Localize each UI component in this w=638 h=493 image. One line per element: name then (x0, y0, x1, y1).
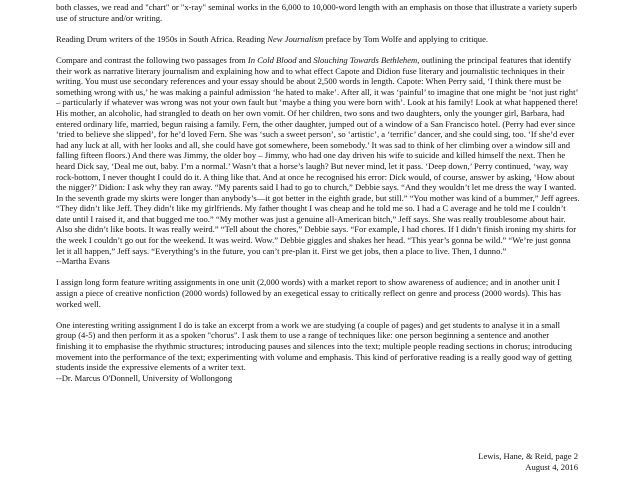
book-title-new-journalism: New Journalism (267, 33, 324, 44)
paragraph-chorus-assignment: One interesting writing assignment I do is take an excerpt from a work we are studying (a couple of pages) and get students to analyse it in a small group (4-5) and then perform it as a spoken "chorus". I ask them to use a range of techniques like: one person beginning a sentence and another finishing it to emphasise the rhythmic structures; introducing pauses and silences into the text; multiple people reading sections in chorus; introducing movement into the performance of the text; experimenting with volume and emphasis. This kind of perforative reading is a really good way of getting students inside the expressive elements of a writer text. (56, 319, 572, 373)
paragraph-compare-contrast (56, 55, 580, 256)
page-footer (478, 451, 578, 472)
paragraph-drum-intro: both classes, we read and "chart" or "x-ray" seminal works in the 6,000 to 10,000-word length with an emphasis on those that illustrate a variety superb use of structure and/or writing. (56, 2, 577, 23)
attribution-marcus-odonnell: --Dr. Marcus O'Donnell, University of Wollongong (56, 372, 233, 383)
paragraph-long-form-assignments: I assign long form feature writing assignments in one unit (2,000 words) with a market report to show awareness of audience; and in another unit I assign a piece of creative nonfiction (2000 words) followed by an exegetical essay to critically reflect on genre and process (2000 words). This has worked well. (56, 277, 561, 309)
book-title-slouching-towards-bethlehem: Slouching Towards Bethlehem (313, 54, 418, 65)
compare-text-start: Compare and contrast the following two passages from (56, 54, 248, 65)
compare-text-body: , outlining the principal features that identify their work as narrative literary journalism and explaining how and to what effect Capote and Didion fuse literary and journalistic techniques in their writing. You must use secondary references and your essay should be about 2,500 words in length. Capote: When Perry said, ‘I think there must be something wrong with us,’ he was making a painful admission ‘he hated to make’. After all, it was ‘painful’ to imagine that one might be ‘not just right’ – particularly if whatever was wrong was not your own fault but ‘maybe a thing you were born with’. Look at his family! Look at what happened there! His mother, an alcoholic, had strangled to death on her own vomit. Of her children, two sons and two daughters, only the younger girl, Barbara, had entered ordinary life, married, begun raising a family. Fern, the other daughter, jumped out of a window of a San Francisco hotel. (Perry had ever since ‘tried to believe she slipped’, for he’d loved Fern. She was ‘such a sweet person’, so ‘artistic’, a ‘terrific’ dancer, and she could sing, too. ‘If she’d ever had any luck at all, with her looks and all, she could have got somewhere, been somebody.’ It was sad to think of her climbing over a window sill and falling fifteen floors.) And there was Jimmy, the older boy – Jimmy, who had one day driven his wife to suicide and killed himself the next. Then he heard Dick say, ‘Deal me out, baby. I’m a normal.’ Wasn’t that a horse’s laugh? But never mind, let it pass. ‘Deep down,’ Perry continued, ‘way, way rock-bottom, I never thought I could do it. A thing like that. And at once he recognised his error: Dick would, of course, answer by asking, ‘How about the nigger?’ Didion: I ask why they ran away. “My parents said I had to go to church,” Debbie says. “And they wouldn’t let me dress the way I wanted. In the seventh grade my skirts were longer than anybody’s—it got better in the eighth grade, but still.” “You mother was kind of a bummer,” Jeff agrees. “They didn’t like Jeff. They didn’t like my girlfriends. My father thought I was cheap and he told me so. I had a C average and he told me I couldn’t date until I raised it, and that bugged me too.” “My mother was just a genuine all-American bitch,” Jeff says. She was really troublesome about hair. Also she didn’t like boots. It was really weird.” “Tell about the chores,” Debbie says. “For example, I had chores. If I didn’t finish ironing my shirts for the week I couldn’t go out for the weekend. It was weird. Wow.” Debbie giggles and shakes her head. “This year’s gonna be wild.” “We’re just gonna let it all happen,” Jeff says. “Everything’s in the future, you can’t pre-plan it. First we get jobs, then a place to live. Then, I dunno.” (56, 54, 580, 256)
footer-page-label: Lewis, Hane, & Reid, page 2 (478, 451, 578, 461)
footer-date: August 4, 2016 (525, 461, 578, 472)
book-title-in-cold-blood: In Cold Blood (247, 54, 297, 65)
paragraph-reading-drum (56, 34, 580, 45)
attribution-martha-evans: --Martha Evans (56, 256, 110, 267)
compare-text-and: and (296, 54, 314, 65)
reading-drum-text: Reading Drum writers of the 1950s in South Africa. Reading (56, 33, 268, 44)
reading-drum-text-end: preface by Tom Wolfe and applying to critique. (323, 33, 489, 44)
document-body (56, 2, 580, 394)
